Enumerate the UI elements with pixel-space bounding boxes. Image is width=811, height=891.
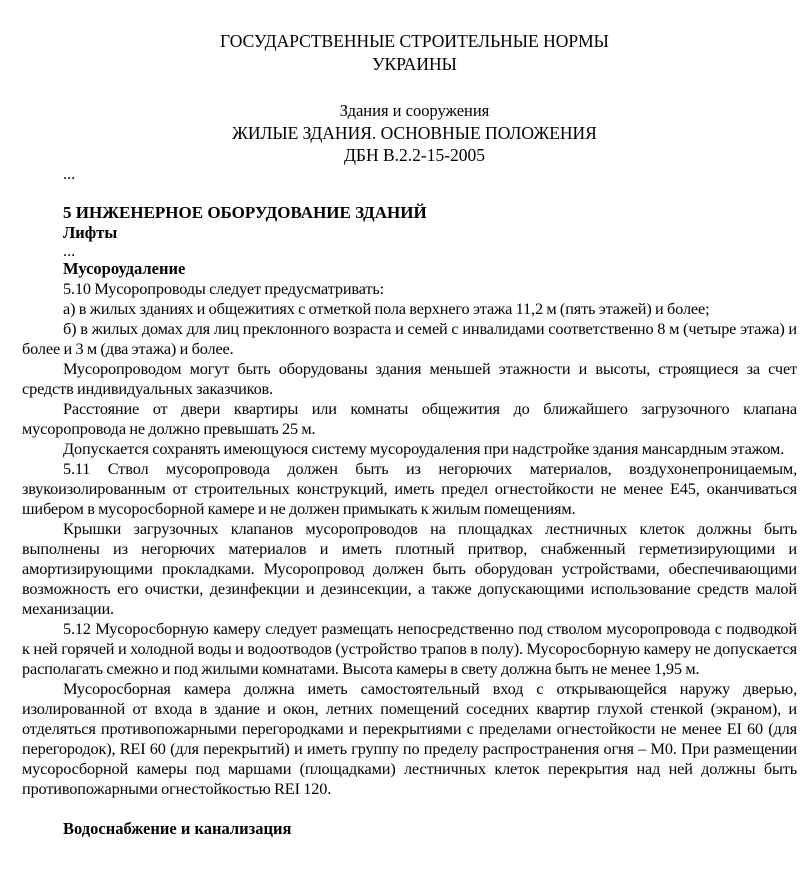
section-title: 5 ИНЖЕНЕРНОЕ ОБОРУДОВАНИЕ ЗДАНИЙ <box>63 203 427 222</box>
paragraph: Допускается сохранять имеющуюся систему мусороудаления при надстройке здания мансардным этажом. <box>63 439 785 458</box>
list-item-a: а) в жилых зданиях и общежитиях с отметкой пола верхнего этажа 11,2 м (пять этажей) и более; <box>63 299 710 318</box>
paragraph-5-11: 5.11 Ствол мусоропровода должен быть из негорючих материалов, воздухонепроницаемым, звукоизолированным от строительных конструкций, иметь предел огнестойкости не менее Е45, оканчиваться шибером в мусоросборной камере и не должен примыкать к жилым помещениям. <box>22 459 797 518</box>
document-code: ДБН В.2.2-15-2005 <box>343 145 486 165</box>
subsection-title-garbage-disposal: Мусороудаление <box>63 259 186 278</box>
paragraph: Мусоросборная камера должна иметь самостоятельный вход с открывающейся наружу дверью, изолированной от входа в здание и окон, летних помещений соседних квартир глухой стенкой (экраном), и отделяться противопожарными перегородками и перекрытиями с пределами огнестойкости не менее EI 60 (для перегородок), REI 60 (для перекрытий) и иметь группу по пределу распространения огня – М0. При размещении мусоросборной камеры под маршами (площадками) лестничных клеток перекрытия над ней должны быть противопожарными огнестойкостью REI 120. <box>22 679 797 798</box>
spacer <box>22 182 797 202</box>
header-line-2: УКРАИНЫ <box>372 54 457 74</box>
document-title: ЖИЛЫЕ ЗДАНИЯ. ОСНОВНЫЕ ПОЛОЖЕНИЯ <box>232 123 597 143</box>
subsection-title-lifts: Лифты <box>63 223 118 242</box>
paragraph: Крышки загрузочных клапанов мусоропроводов на площадках лестничных клеток должны быть выполнены из негорючих материалов и иметь плотный притвор, снабженный герметизирующими и амортизирующими прокладками. Мусоропровод должен быть оборудован устройствами, обеспечивающими возможность его очистки, дезинфекции и дезинсекции, а также допускающими использование средств малой механизации. <box>22 519 797 618</box>
paragraph-5-10: 5.10 Мусоропроводы следует предусматривать: <box>63 279 385 298</box>
list-item-b: б) в жилых домах для лиц преклонного возраста и семей с инвалидами соответственно 8 м (четыре этажа) и более и 3 м (два этажа) и более. <box>22 319 797 358</box>
spacer <box>22 799 797 819</box>
header-line-1: ГОСУДАРСТВЕННЫЕ СТРОИТЕЛЬНЫЕ НОРМЫ <box>220 31 609 51</box>
paragraph-5-12: 5.12 Мусоросборную камеру следует размещать непосредственно под стволом мусоропровода с подводкой к ней горячей и холодной воды и водоотводов (устройство трапов в полу). Мусоросборную камеру не допускается располагать смежно и под жилыми комнатами. Высота камеры в свету должна быть не менее 1,95 м. <box>22 619 797 678</box>
paragraph: Мусоропроводом могут быть оборудованы здания меньшей этажности и высоты, строящиеся за счет средств индивидуальных заказчиков. <box>22 359 797 398</box>
subsection-title-water-supply: Водоснабжение и канализация <box>63 819 292 838</box>
document-category: Здания и сооружения <box>339 101 490 120</box>
omitted-text-ellipsis: ... <box>63 164 76 183</box>
paragraph: Расстояние от двери квартиры или комнаты общежития до ближайшего загрузочного клапана мусоропровода не должно превышать 25 м. <box>22 399 797 438</box>
spacer <box>22 76 797 100</box>
omitted-text-ellipsis: ... <box>63 241 76 260</box>
